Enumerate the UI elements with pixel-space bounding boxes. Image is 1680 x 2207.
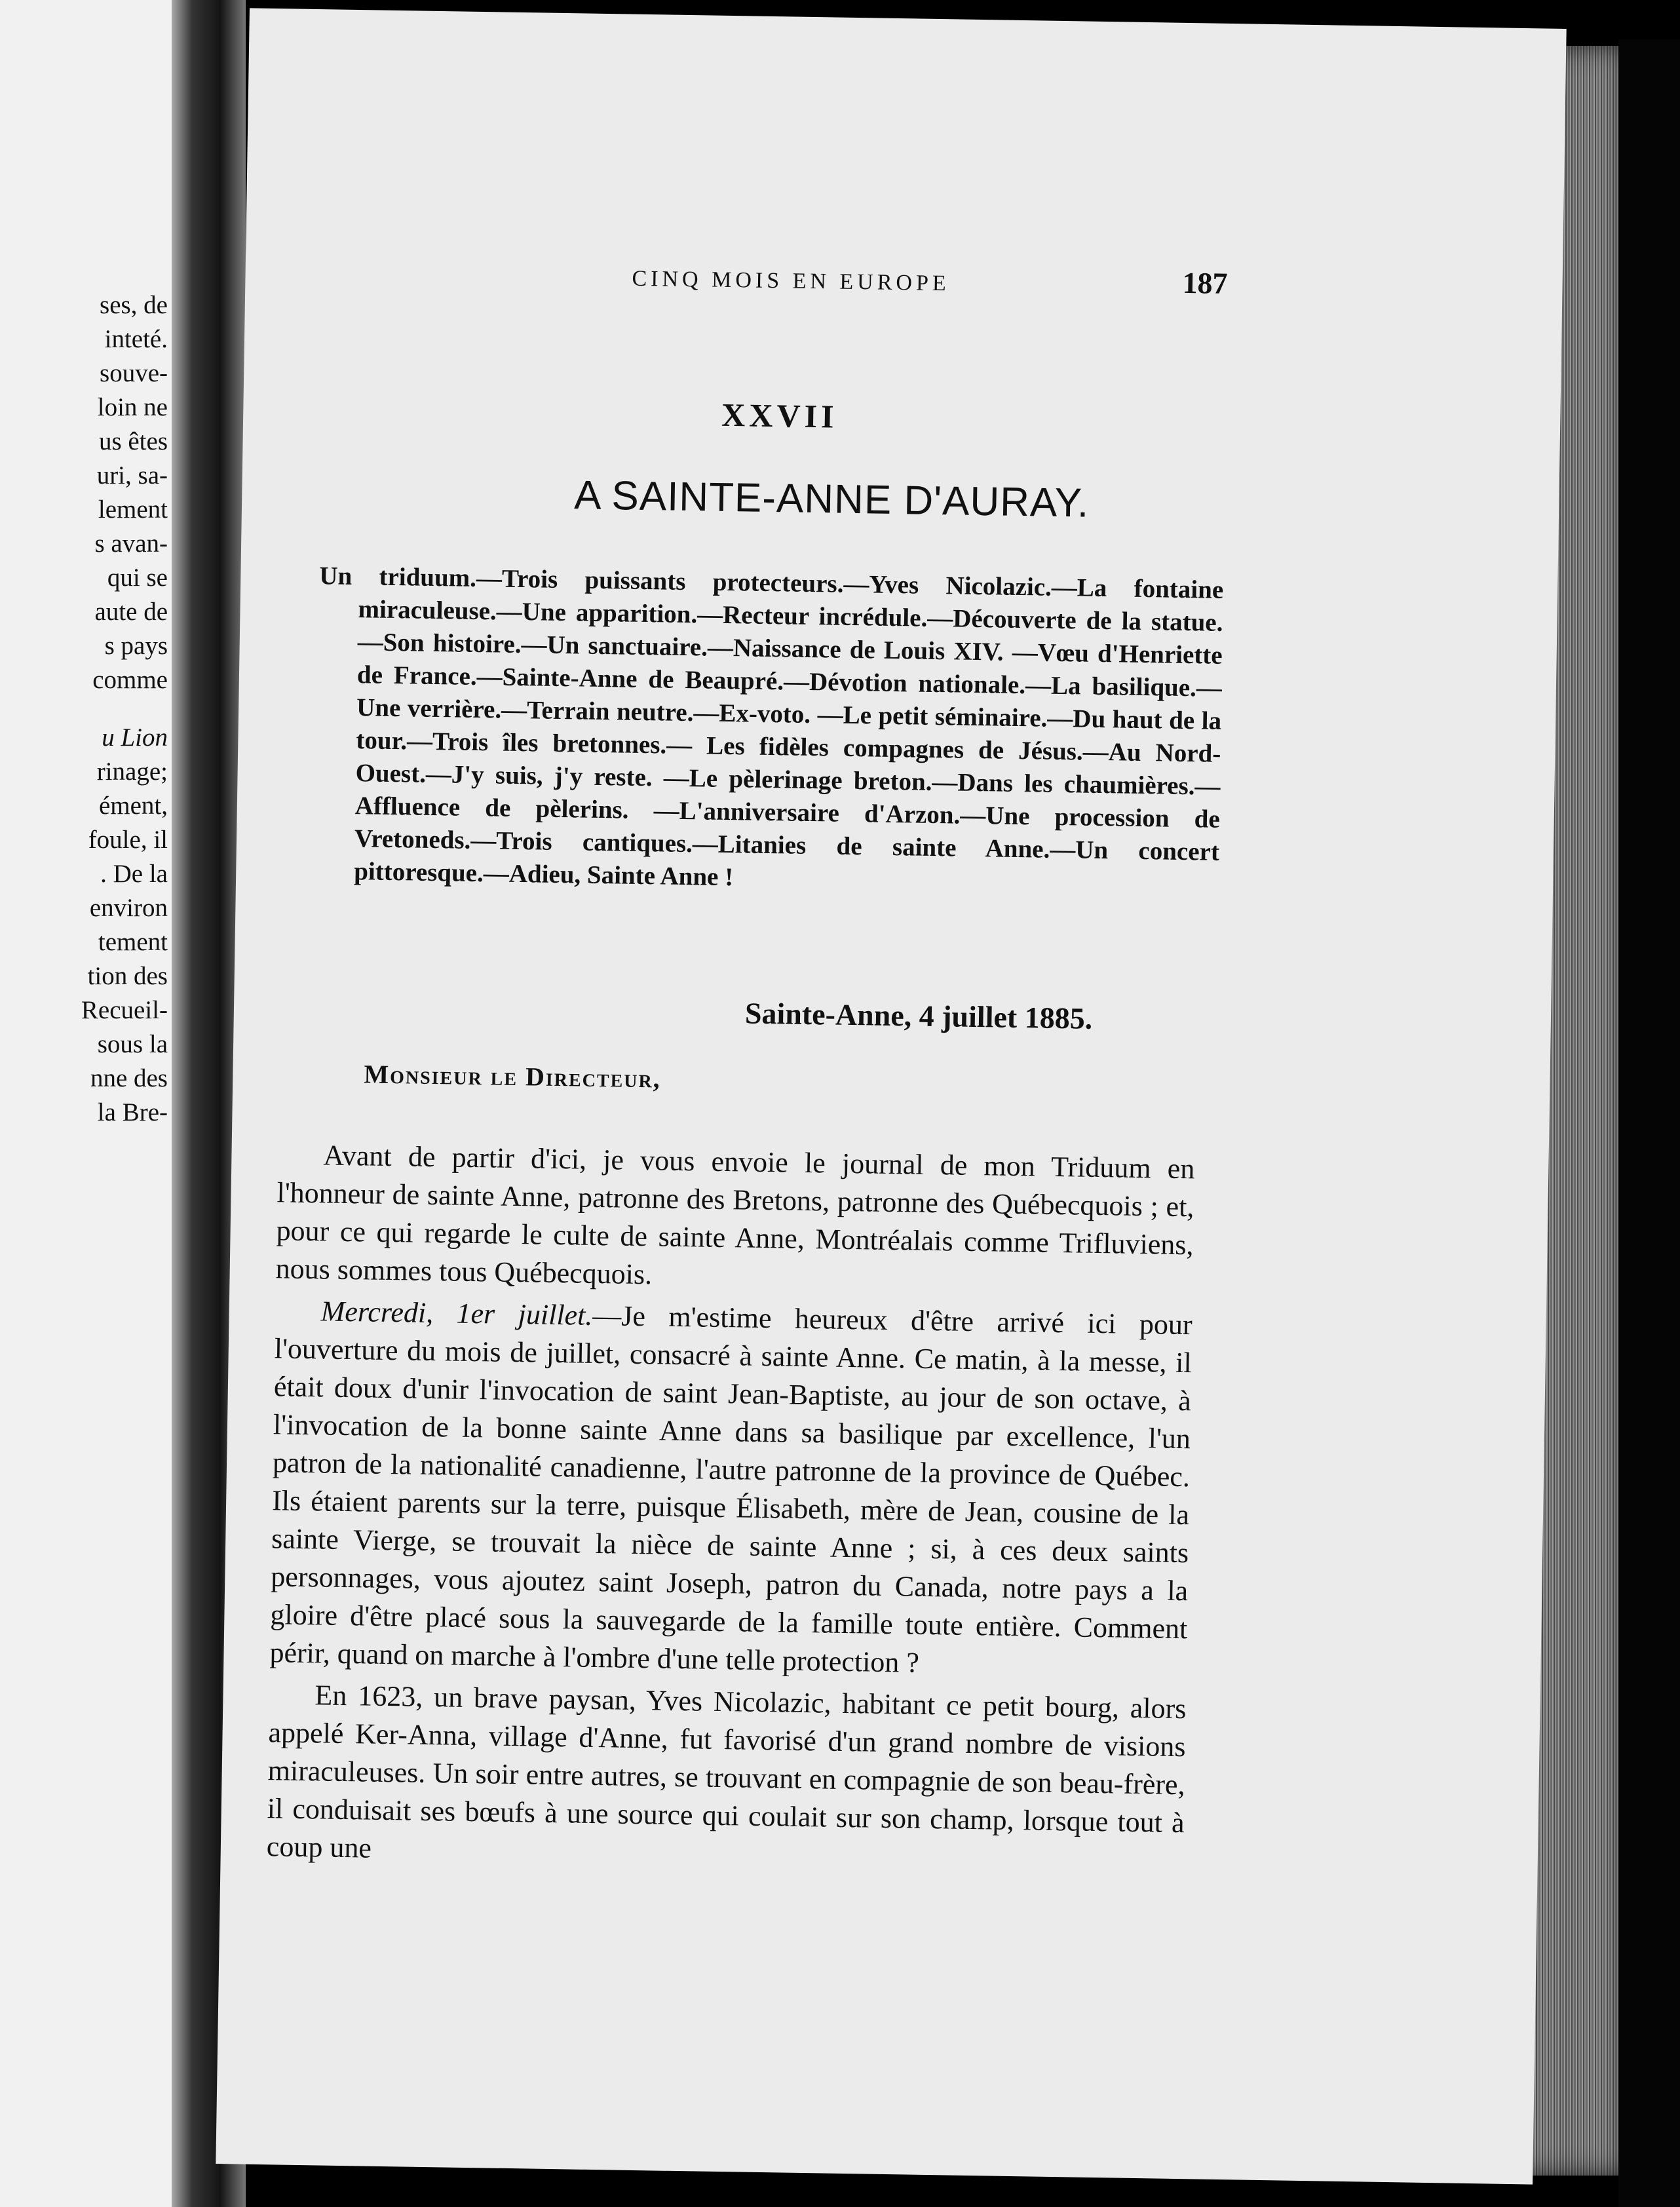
paragraph: Avant de partir d'ici, je vous envoie le journal de mon Triduum en l'honneur de sainte Anne, patronne des Bretons, patronne des Québecquois ; et, pour ce qui regarde le culte de sainte Anne, Montréalais comme Trifluviens, nous sommes tous Québecquois. — [275, 1139, 1195, 1291]
left-fragment: u Lion — [102, 723, 168, 752]
right-page — [216, 8, 1566, 2184]
left-fragment: Recueil- — [81, 996, 168, 1024]
chapter-title: A SAINTE-ANNE D'AURAY. — [573, 472, 1090, 526]
left-fragment: aute de — [94, 598, 168, 626]
running-head: CINQ MOIS EN EUROPE — [632, 266, 950, 296]
left-fragment: uri, sa- — [96, 461, 168, 489]
salutation: Monsieur le Directeur, — [364, 1059, 662, 1094]
chapter-number: XXVII — [721, 396, 838, 435]
left-fragment: souve- — [100, 359, 168, 387]
chapter-summary — [315, 560, 1224, 902]
left-fragment: nne des — [90, 1064, 168, 1092]
left-fragment: qui se — [107, 564, 168, 592]
paragraph — [269, 1292, 1193, 1686]
left-fragment: rinage; — [96, 758, 168, 786]
left-fragment: us êtes — [98, 427, 168, 455]
left-fragment: . De la — [100, 860, 168, 888]
left-fragment: inteté. — [104, 325, 168, 353]
date-lead: Mercredi, 1er juillet. — [320, 1295, 593, 1332]
left-fragment: s pays — [104, 632, 168, 660]
left-fragment: la Bre- — [97, 1098, 168, 1126]
left-fragment: sous la — [97, 1030, 168, 1058]
left-fragment: loin ne — [97, 393, 168, 421]
left-fragment: s avan- — [94, 529, 168, 558]
paragraph-text: —Je m'estime heureux d'être arrivé ici pour l'ouverture du mois de juillet, consacré à sainte Anne. Ce matin, à la messe, il était doux d'unir l'invocation de saint Jean-Baptiste, au jour de son octave, à l'invocation de la bonne sainte Anne dans sa basilique par excellence, l'un patron de la nationalité canadienne, l'autre patronne de la province de Québec. Ils étaient parents sur la terre, puisque Élisabeth, mère de Jean, cousine de la sainte Vierge, se trouvait la nièce de sainte Anne ; si, à ces deux saints personnages, vous ajoutez saint Joseph, patron du Canada, notre pays a la gloire d'être placé sous la sauvegarde de la famille toute entière. Comment périr, quand on marche à l'ombre d'une telle protection ? — [269, 1299, 1193, 1679]
page-number: 187 — [1182, 265, 1228, 300]
left-fragment: foule, il — [88, 826, 168, 854]
left-fragment: comme — [92, 666, 168, 694]
paragraph: En 1623, un brave paysan, Yves Nicolazic, habitant ce petit bourg, alors appelé Ker-Anna, village d'Anne, fut favorisé d'un grand nombre de visions miraculeuses. Un soir entre autres, se trouvant en compagnie de son beau-frère, il conduisait ses bœufs à une source qui coulait sur son champ, lorsque tout à coup une — [266, 1679, 1187, 1864]
left-fragment: environ — [89, 894, 168, 922]
summary-text: Un triduum.—Trois puissants protecteurs.—Yves Nicolazic.—La fontaine miraculeuse.—Une apparition.—Recteur incrédule.—Découverte de la statue.—Son histoire.—Un sanctuaire.—Naissance de Louis XIV. —Vœu d'Henriette de France.—Sainte-Anne de Beaupré.—Dévotion nationale.—La basilique.—Une verrière.—Terrain neutre.—Ex-voto. —Le petit séminaire.—Du haut de la tour.—Trois îles bretonnes.— Les fidèles compagnes de Jésus.—Au Nord-Ouest.—J'y suis, j'y reste. —Le pèlerinage breton.—Dans les chaumières.—Affluence de pèlerins. —L'anniversaire d'Arzon.—Une procession de Vretoneds.—Trois cantiques.—Litanies de sainte Anne.—Un concert pittoresque.—Adieu, Sainte Anne ! — [319, 562, 1224, 892]
left-fragment: ément, — [98, 792, 168, 820]
letter-body — [266, 1136, 1194, 1884]
dateline: Sainte-Anne, 4 juillet 1885. — [744, 996, 1093, 1035]
left-page — [0, 0, 177, 2207]
left-fragment: ses, de — [100, 291, 168, 319]
book-edge-shadow — [1618, 39, 1680, 2207]
left-fragment: tement — [98, 928, 168, 956]
left-fragment: tion des — [87, 962, 168, 990]
left-fragment: lement — [98, 495, 168, 524]
